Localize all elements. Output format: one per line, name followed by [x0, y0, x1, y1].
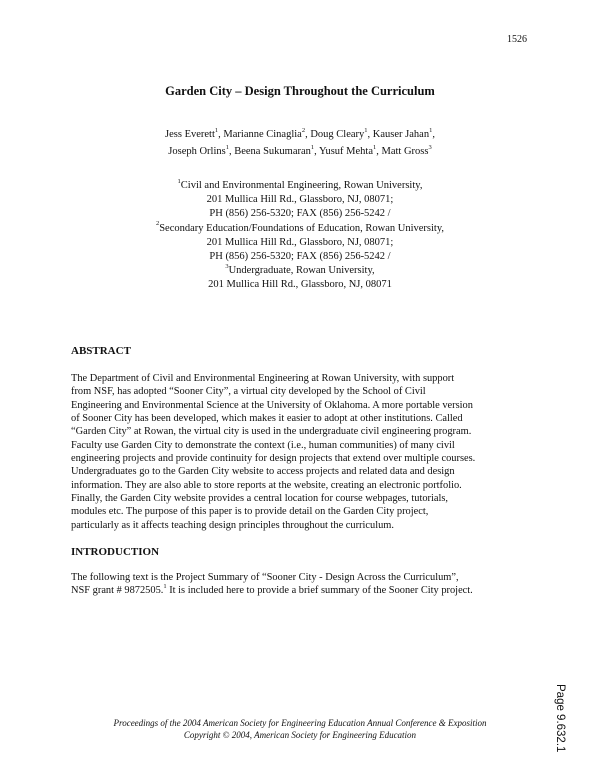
introduction-heading: INTRODUCTION — [71, 546, 160, 558]
author-affiliation-mark: 1 — [364, 126, 368, 134]
affiliation-line — [60, 250, 540, 264]
introduction-text: It is included here to provide a brief summary of the Sooner City project. — [166, 585, 473, 597]
footer-proceedings: Proceedings of the 2004 American Society for Engineering Education Annual Conference & Exposition — [113, 718, 487, 728]
page-number: 1526 — [507, 34, 527, 45]
author-separator: , — [376, 146, 382, 157]
introduction-line: The following text is the Project Summary of “Sooner City - Design Across the Curriculum”, — [71, 572, 459, 583]
affiliation-text: 201 Mullica Hill Rd., Glassboro, NJ, 08071; — [206, 194, 394, 206]
introduction-body — [71, 571, 541, 598]
affiliation-line — [60, 193, 540, 207]
author-affiliation-mark: 1 — [225, 143, 229, 151]
abstract-line: particularly as it affects teaching design principles throughout the curriculum. — [71, 519, 394, 531]
author-separator: , — [218, 129, 224, 140]
author-line-1 — [60, 126, 540, 143]
paper-title: Garden City – Design Throughout the Curriculum — [165, 84, 435, 98]
affiliations — [60, 179, 540, 293]
author-separator: , — [228, 146, 235, 157]
affiliation-text: Civil and Environmental Engineering, Rowan University, — [180, 180, 423, 191]
author-affiliation-mark: 2 — [301, 126, 306, 134]
affiliation-text: Secondary Education/Foundations of Education, Rowan University, — [159, 222, 445, 234]
affiliation-text: PH (856) 256-5320; FAX (856) 256-5242 / — [209, 251, 391, 263]
abstract-line: “Garden City” at Rowan, the virtual city is used in the undergraduate civil engineering program. — [71, 426, 472, 438]
affiliation-mark: 2 — [155, 220, 160, 228]
author-name: Doug Cleary — [310, 129, 365, 140]
abstract-heading: ABSTRACT — [71, 345, 131, 357]
affiliation-mark: 1 — [177, 177, 181, 185]
affiliation-line — [60, 264, 540, 278]
affiliation-line — [60, 278, 540, 292]
abstract-line: from NSF, has adopted “Sooner City”, a virtual city developed by the School of Civil — [71, 386, 426, 398]
author-separator: , — [314, 146, 320, 157]
author-name: Kauser Jahan — [372, 129, 430, 140]
author-list — [60, 126, 540, 160]
author-affiliation-mark: 1 — [373, 143, 377, 151]
affiliation-text: 201 Mullica Hill Rd., Glassboro, NJ, 08071 — [208, 279, 392, 291]
affiliation-line — [60, 179, 540, 193]
side-page-label: Page 9.632.1 — [554, 684, 566, 753]
author-name: Beena Sukumaran — [234, 146, 311, 157]
author-affiliation-mark: 1 — [310, 143, 315, 151]
abstract-line: Engineering and Environmental Science at the University of Oklahoma. A more portable version — [71, 399, 473, 411]
footnote-mark: 1 — [163, 582, 167, 590]
affiliation-line — [60, 222, 540, 236]
affiliation-text: PH (856) 256-5320; FAX (856) 256-5242 / — [209, 208, 391, 220]
author-line-2 — [60, 143, 540, 160]
footer-copyright: Copyright © 2004, American Society for Engineering Education — [183, 730, 417, 740]
affiliation-mark: 3 — [225, 262, 229, 270]
author-separator: , — [305, 129, 311, 140]
author-name: Matt Gross — [381, 146, 429, 157]
author-name: Jess Everett — [165, 129, 215, 140]
abstract-line: Faculty use Garden City to demonstrate the context (i.e., human communities) of many civil — [71, 439, 455, 451]
affiliation-text: Undergraduate, Rowan University, — [228, 265, 375, 277]
author-affiliation-mark: 1 — [429, 126, 433, 134]
abstract-line: information. They are also able to store reports at the website, creating an electronic portfolio. — [71, 479, 462, 491]
abstract-line: modules etc. The purpose of this paper is to provide detail on the Garden City project, — [71, 506, 429, 518]
abstract-line: Undergraduates go to the Garden City website to access projects and related data and design — [71, 466, 455, 478]
author-separator: , — [367, 129, 373, 140]
author-separator: , — [432, 129, 435, 140]
introduction-line — [71, 584, 541, 597]
author-affiliation-mark: 3 — [428, 143, 432, 151]
abstract-body — [71, 372, 541, 532]
footer — [0, 717, 600, 741]
author-name: Marianne Cinaglia — [223, 129, 302, 140]
abstract-line: Finally, the Garden City website provides a central location for course webpages, tutorials, — [71, 493, 449, 505]
author-affiliation-mark: 1 — [214, 126, 219, 134]
author-name: Joseph Orlins — [168, 146, 226, 157]
abstract-line: engineering projects and provide continuity for design projects that extend over multiple courses. — [71, 453, 476, 465]
author-name: Yusuf Mehta — [319, 146, 373, 157]
affiliation-line — [60, 236, 540, 250]
introduction-text: NSF grant # 9872505. — [71, 585, 164, 597]
abstract-line: of Sooner City has been developed, which makes it easier to adopt at other institutions. Called — [71, 413, 463, 425]
affiliation-text: 201 Mullica Hill Rd., Glassboro, NJ, 08071; — [206, 236, 394, 248]
abstract-line: The Department of Civil and Environmental Engineering at Rowan University, with support — [71, 373, 455, 384]
affiliation-line — [60, 207, 540, 221]
